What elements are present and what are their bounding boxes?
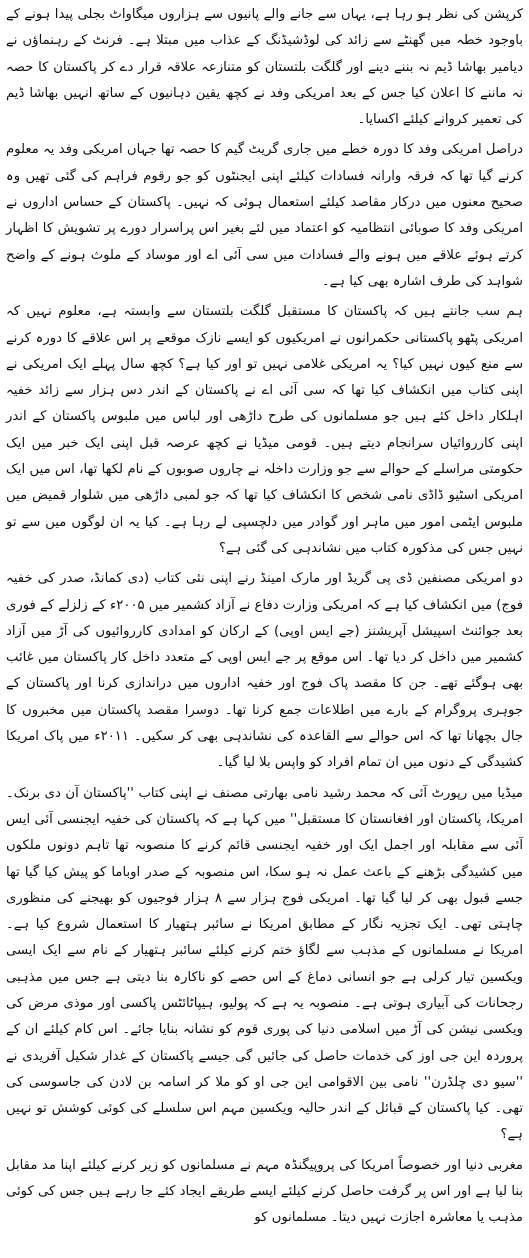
article-paragraph-4: دو امریکی مصنفین ڈی پی گریڈ اور مارک امینڈ رنے اپنی نئی کتاب (دی کمانڈ، صدر کی خفیہ فوج) میں انکشاف کیا ہے کہ امریکی وزارت دفاع نے آزاد کشمیر میں ۲۰۰۵ء کے زلزلے کے فوری بعد جوائنٹ اسپیشل آپریشنز (جے ایس اوپی) کے ارکان کو امدادی کارروائیوں کی آڑ میں آزاد کشمیر میں داخل کر دیا تھا۔ اس موقع پر جے ایس اوپی کے متعدد داخل کار پاکستان میں غائب بھی ہوگئے تھے۔ جن کا مقصد پاک فوج اور خفیہ اداروں میں دراندازی کرنا اور پاکستان کے جوہری پروگرام کے بارے میں اطلاعات جمع کرنا تھا۔ دوسرا مقصد پاکستان میں مخبروں کا جال بچھانا تھا کہ اس حوالے سے القاعدہ کی نشاندہی بھی کر سکیں۔ ۲۰۱۱ء میں پاک امریکا کشیدگی کے دنوں میں ان تمام افراد کو واپس بلا لیا گیا۔: [6, 571, 524, 771]
article-paragraph-3: ہم سب جانتے ہیں کہ پاکستان کا مستقبل گلگت بلتستان سے وابستہ ہے، معلوم نہیں کہ امریکی پٹھو پاکستانی حکمرانوں نے امریکیوں کو ایسے نازک موقعے پر اس علاقے کا دورہ کرنے سے منع کیوں نہیں کیا؟ یہ امریکی غلامی نہیں تو اور کیا ہے؟ کچھ سال پہلے ایک امریکی نے اپنی کتاب میں انکشاف کیا تھا کہ سی آئی اے نے پاکستان کے اندر دس ہزار سے زائد خفیہ اہلکار داخل کئے ہیں جو مسلمانوں کی طرح داڑھی اور لباس میں ملبوس پاکستان کے اندر اپنی کارروائیاں سرانجام دیتے ہیں۔ قومی میڈیا نے کچھ عرصہ قبل اپنی ایک خبر میں ایک حکومتی مراسلے کے حوالے سے جو وزارت داخلہ نے چاروں صوبوں کے نام لکھا تھا، اس میں ایک امریکی اسٹیو ڈاڈی نامی شخص کا انکشاف کیا تھا کہ جو لمبی داڑھی میں شلوار قمیض میں ملبوس ایٹمی امور میں ماہر اور گوادر میں دلچسپی لے رہا ہے۔ کیا یہ ان لوگوں میں سے تو نہیں جس کی مذکورہ کتاب میں نشاندہی کی گئی ہے؟: [6, 304, 523, 556]
article-paragraph-6: مغربی دنیا اور خصوصاً امریکا کی پروپیگنڈہ مہم نے مسلمانوں کو زیر کرنے کیلئے اپنا مد مقابل بنا لیا ہے اور اس پر گرفت حاصل کرنے کیلئے ایسے طریقے ایجاد کئے جا رہے ہیں جس کی کوئی مذہب یا معاشرہ اجازت نہیں دیتا۔ مسلمانوں کو: [6, 1157, 523, 1226]
article-paragraph-5: میڈیا میں رپورٹ آئی کہ محمد رشید نامی بھارتی مصنف نے اپنی کتاب ''پاکستان آن دی برنک۔ امریکا، پاکستان اور افغانستان کا مستقبل'' میں کہا ہے کہ پاکستان کی خفیہ ایجنسی آئی ایس آئی سے مقابلہ اور اجمل ایک اور خفیہ ایجنسی قائم کرنے کا منصوبہ تھا تاہم دونوں ملکوں میں کشیدگی بڑھنے کے باعث عمل نہ ہو سکا، اس منصوبہ کے صدر اوباما کو پیش کیا گیا تھا جسے قبول بھی کر لیا گیا تھا۔ امریکی فوج ہزار سے ۸ ہزار فوجیوں کو بھیجنے کی منظوری چاہتی تھی۔ ایک تجزیہ نگار کے مطابق امریکا نے سائبر ہتھیار کا استعمال شروع کیا ہے۔ امریکا نے مسلمانوں کے مذہب سے لگاؤ ختم کرنے کیلئے سائبر ہتھیار کے نام سے ایک ایسی ویکسین تیار کرلی ہے جو انسانی دماغ کے اس حصے کو ناکارہ بنا دیتی ہے جس میں مذہبی رجحانات کی آبیاری ہوتی ہے۔ منصوبہ یہ ہے کہ پولیو، ہیپاٹائٹس پاکسی اور موذی مرض کی ویکسی نیشن کی آڑ میں اسلامی دنیا کی پوری قوم کو نشانہ بنایا جائے۔ اس کام کیلئے ان کے پروردہ این جی اوز کی خدمات حاصل کی جائیں گی جیسے پاکستان کے غدار شکیل آفریدی نے ''سیو دی چلڈرن'' نامی بین الاقوامی این جی او کو ملا کر اسامہ بن لادن کی جاسوسی کی تھی۔ کیا پاکستان کے قبائل کے اندر حالیہ ویکسین مہم اس سلسلے کی کوئی کوشش تو نہیں ہے؟: [6, 785, 524, 1143]
article-paragraph-1: کرپشن کی نظر ہو رہا ہے، یہاں سے جانے والے پانیوں سے ہزاروں میگاواٹ بجلی پیدا ہونے کے باوجود خطہ میں گھنٹے سے زائد کی لوڈشیڈنگ کے عذاب میں مبتلا ہے۔ فرنٹ کے رہنماؤں نے دیامیر بھاشا ڈیم نہ بننے دینے اور گلگت بلتستان کو متنازعہ علاقہ قرار دے کر پاکستان کا حصہ نہ ماننے کا اعلان کیا جس کے بعد امریکی وفد نے کچھ یقین دہانیوں کے ساتھ انہیں بھاشا ڈیم کی تعمیر کروانے کیلئے اکسایا۔: [6, 7, 523, 128]
article-paragraph-2: دراصل امریکی وفد کا دورہ خطے میں جاری گریٹ گیم کا حصہ تھا جہاں امریکی وفد یہ معلوم کرنے گیا تھا کہ فرقہ وارانہ فسادات کیلئے اپنی ایجنٹوں کو جو رقوم فراہم کی گئی تھیں وہ صحیح معنوں میں درکار مقاصد کیلئے استعمال ہوئی کہ نہیں۔ پاکستان کے حساس اداروں نے امریکی وفد کا صوبائی انتظامیہ کو اعتماد میں لئے بغیر اس پراسرار دورے پر تشویش کا اظہار کرتے ہوئے علاقے میں ہونے والے فسادات میں سی آئی اے اور موساد کے ملوث ہونے کے واضح شواہد کی طرف اشارہ بھی کیا ہے۔: [6, 142, 523, 289]
